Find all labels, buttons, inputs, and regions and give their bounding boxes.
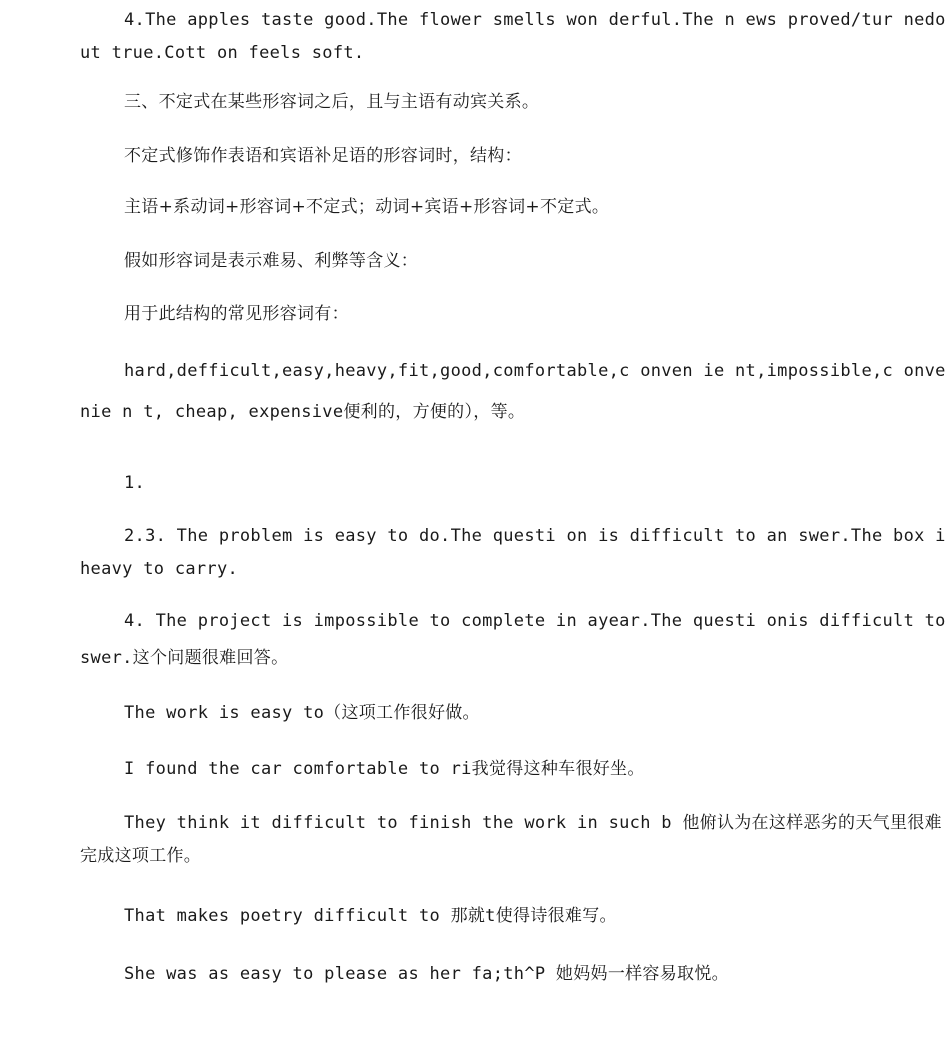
paragraph-structure-formula: 主语+系动词+形容词+不定式；动词+宾语+形容词+不定式。	[124, 197, 610, 217]
example-work-easy: The work is easy to（这项工作很好做。	[124, 703, 480, 723]
paragraph-meaning-note: 假如形容词是表示难易、利弊等含义：	[124, 251, 419, 271]
example-difficult-weather: They think it difficult to finish the work in such b 他俯认为在这样恶劣的天气里很难完成这项工作。	[80, 813, 942, 866]
paragraph-example-four: 4. The project is impossible to complete in ayear.The questi onis difficult toswer.这个问题很难回答。	[80, 611, 946, 668]
list-number-one: 1.	[124, 473, 146, 493]
example-car-comfortable: I found the car comfortable to ri我觉得这种车很好坐。	[124, 759, 645, 779]
paragraph-common-adjectives-intro: 用于此结构的常见形容词有：	[124, 304, 349, 324]
example-easy-to-please: She was as easy to please as her fa;th^P 她妈妈一样容易取悦。	[124, 964, 729, 984]
paragraph-structure-intro: 不定式修饰作表语和宾语补足语的形容词时，结构：	[124, 146, 522, 166]
paragraph-examples-two-three: 2.3. The problem is easy to do.The questi on is difficult to an swer.The box iheavy to carry.	[80, 526, 946, 579]
section-heading-three: 三、不定式在某些形容词之后，且与主语有动宾关系。	[124, 92, 540, 112]
paragraph-adjective-list: hard,defficult,easy,heavy,fit,good,comfortable,c onven ie nt,impossible,c onvenie n t, cheap, expensive便利的，方便的），等。	[80, 361, 946, 422]
paragraph-linking-verbs-examples: 4.The apples taste good.The flower smells won derful.The n ews proved/tur nedout true.Cott on feels soft.	[80, 10, 946, 63]
example-poetry-difficult: That makes poetry difficult to 那就t使得诗很难写。	[124, 906, 617, 926]
